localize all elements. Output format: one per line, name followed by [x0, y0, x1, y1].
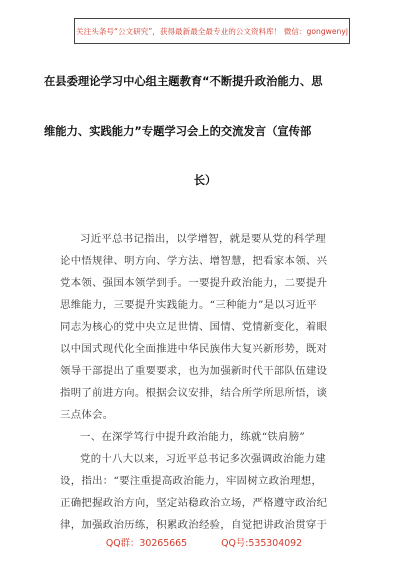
paragraph-line: 三点体会。: [60, 409, 114, 421]
paragraph-line: 思维能力，三要提升实践能力。“三种能力”是以习近平: [60, 299, 318, 311]
paragraph-line: 党本领、强国本领学到手。一要提升政治能力，二要提升: [60, 277, 328, 289]
page-footer: [0, 535, 408, 549]
document-title-line-1: 在县委理论学习中心组主题教育“不断提升政治能力、思: [44, 75, 323, 88]
footer-qq-number: QQ号:535304092: [221, 538, 303, 549]
paragraph-line: 指明了前进方向。根据会议安排，结合所学所思所悟，谈: [60, 387, 328, 399]
paragraph-line: 习近平总书记指出，以学增智，就是要从党的科学理: [80, 233, 326, 245]
section-heading: 一、在深学笃行中提升政治能力，练就“铁肩膀”: [80, 431, 306, 443]
paragraph-line: 同志为核心的党中央立足世情、国情、党情新变化，着眼: [60, 321, 328, 333]
paragraph-line: 党的十八大以来，习近平总书记多次强调政治能力建: [80, 453, 326, 465]
paragraph-line: 领导干部提出了重要要求，也为加强新时代干部队伍建设: [60, 365, 328, 377]
paragraph-line: 设，指出：“要注重提高政治能力，牢固树立政治理想，: [60, 475, 323, 487]
paragraph-line: 论中悟规律、明方向、学方法、增智慧，把看家本领、兴: [60, 255, 328, 267]
header-banner: 关注头条号“公文研究”，获得最新最全最专业的公文资料库！ 微信：gongwenyj: [74, 18, 350, 44]
footer-qq-group: QQ群：30265665: [105, 538, 188, 549]
document-title-line-3: 长）: [193, 174, 217, 187]
paragraph-line: 以中国式现代化全面推进中华民族伟大复兴新形势，既对: [60, 343, 328, 355]
paragraph-line: 律，加强政治历练，积累政治经验，自觉把讲政治贯穿于: [60, 519, 328, 531]
document-title-line-2: 维能力、实践能力”专题学习会上的交流发言（宣传部: [44, 125, 312, 138]
paragraph-line: 正确把握政治方向，坚定站稳政治立场，严格遵守政治纪: [60, 497, 328, 509]
